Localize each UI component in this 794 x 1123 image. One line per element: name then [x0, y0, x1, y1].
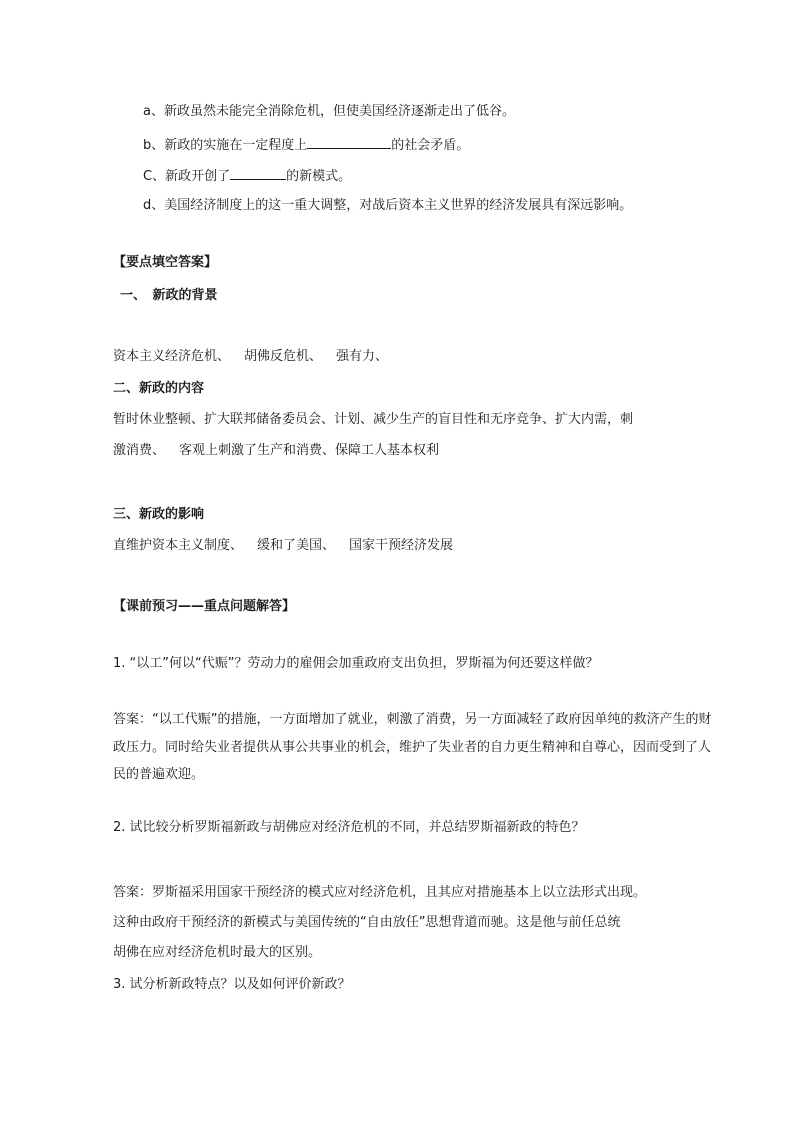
- fill-blank-c: [230, 167, 286, 180]
- part3-answer-1: 直维护资本主义制度、: [113, 538, 244, 553]
- item-b: [143, 136, 469, 154]
- item-c: [143, 167, 351, 185]
- part1-answers: [113, 349, 388, 365]
- part3-answer-3: 国家干预经济发展: [349, 538, 454, 553]
- part2-title: 二、新政的内容: [113, 381, 205, 396]
- part1-title: 一、 新政的背景: [120, 288, 218, 303]
- fill-blank-b: [307, 136, 391, 149]
- item-d: d、美国经济制度上的这一重大调整，对战后资本主义世界的经济发展具有深远影响。: [143, 198, 633, 213]
- part3-answer-2: 缓和了美国、: [257, 538, 336, 553]
- part2-line-1: 暂时休业整顿、扩大联邦储备委员会、计划、减少生产的盲目性和无序竞争、扩大内需，刺: [113, 412, 634, 427]
- question-2: 2. 试比较分析罗斯福新政与胡佛应对经济危机的不同，并总结罗斯福新政的特色？: [113, 820, 585, 835]
- part2-line-2: [113, 443, 439, 459]
- answer-1-line-3: 民的普遍欢迎。: [113, 767, 205, 782]
- part2-line-2a: 激消费、: [113, 443, 166, 458]
- part1-answer-3: 强有力、: [336, 349, 389, 364]
- item-b-suffix: 的社会矛盾。: [391, 138, 470, 153]
- question-1: 1. “以工”何以“代赈”？劳动力的雇佣会加重政府支出负担，罗斯福为何还要这样做？: [113, 656, 599, 671]
- question-3: 3. 试分析新政特点？以及如何评价新政？: [113, 977, 351, 992]
- part2-line-2b: 客观上刺激了生产和消费、保障工人基本权利: [179, 443, 440, 458]
- qa-heading: 【课前预习——重点问题解答】: [113, 599, 296, 614]
- answer-2-line-2: 这种由政府干预经济的新模式与美国传统的“自由放任”思想背道而驰。这是他与前任总统: [113, 915, 621, 930]
- answer-2-line-3: 胡佛在应对经济危机时最大的区别。: [113, 945, 322, 960]
- item-c-suffix: 的新模式。: [286, 169, 352, 184]
- answer-1-line-1: 答案：“以工代赈”的措施，一方面增加了就业，刺激了消费，另一方面减轻了政府因单纯的救济产生的财: [113, 712, 712, 727]
- part1-answer-2: 胡佛反危机、: [244, 349, 323, 364]
- answer-2-line-1: 答案：罗斯福采用国家干预经济的模式应对经济危机，且其应对措施基本上以立法形式出现。: [113, 885, 647, 900]
- item-c-prefix: C、新政开创了: [143, 169, 231, 184]
- answers-heading: 【要点填空答案】: [113, 255, 218, 270]
- part3-answers: [113, 538, 453, 554]
- item-b-prefix: b、新政的实施在一定程度上: [143, 138, 308, 153]
- item-a: a、新政虽然未能完全消除危机，但使美国经济逐渐走出了低谷。: [143, 104, 515, 119]
- part3-title: 三、新政的影响: [113, 507, 205, 522]
- answer-1-line-2: 政压力。同时给失业者提供从事公共事业的机会，维护了失业者的自力更生精神和自尊心，因而受到了人: [113, 740, 712, 755]
- part1-answer-1: 资本主义经济危机、: [113, 349, 231, 364]
